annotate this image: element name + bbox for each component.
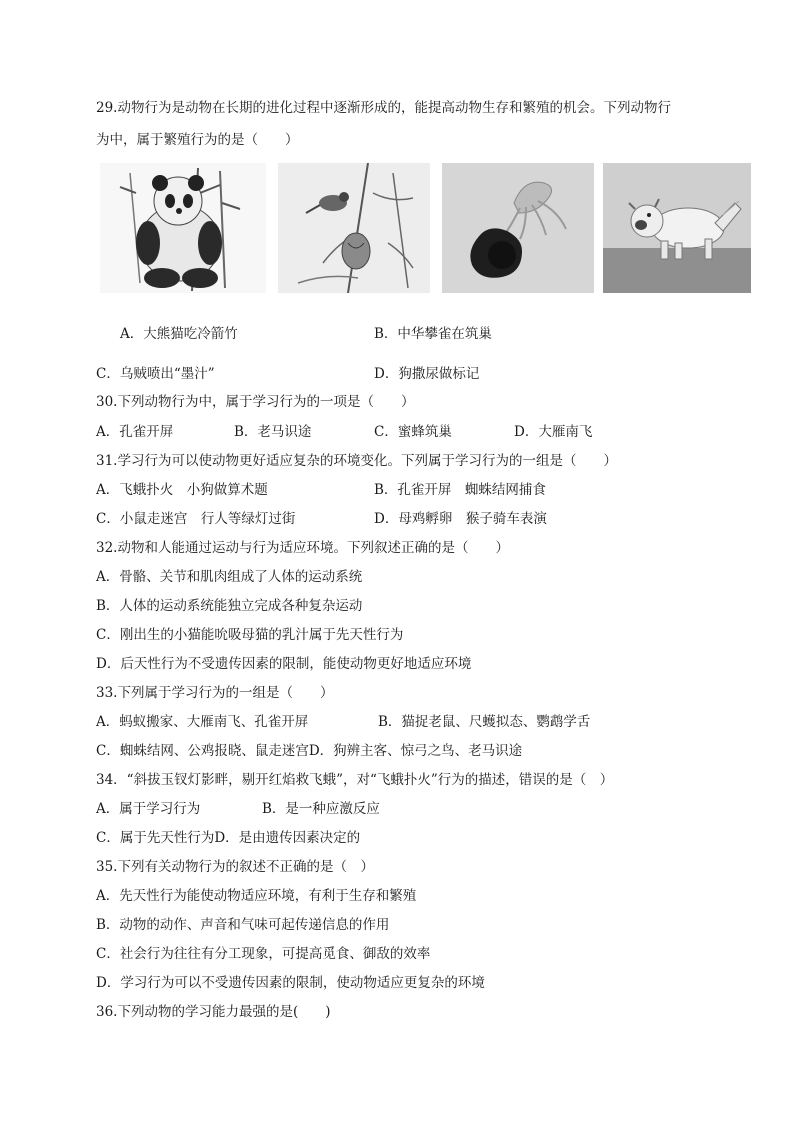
panda-eating-bamboo-photo [100,163,266,293]
q33-stem: 33.下列属于学习行为的一组是（ ） [96,685,334,701]
q31-option-b: B．孔雀开屏 蜘蛛结网捕食 [374,482,546,498]
q29-stem-line2: 为中，属于繁殖行为的是（ ） [96,132,299,148]
q29-option-c: C．乌贼喷出“墨汁” [96,366,215,382]
q34-option-cd: C．属于先天性行为D．是由遗传因素决定的 [96,830,361,846]
q35-option-a: A．先天性行为能使动物适应环境，有利于生存和繁殖 [96,888,417,904]
q34-option-a: A．属于学习行为 [96,801,201,817]
q30-option-a: A．孔雀开屏 [96,424,174,440]
q29-option-b: B．中华攀雀在筑巢 [374,326,492,342]
q32-option-c: C．刚出生的小猫能吮吸母猫的乳汁属于先天性行为 [96,627,404,643]
q31-option-c: C．小鼠走迷宫 行人等绿灯过街 [96,511,296,527]
squid-ink-photo [442,163,594,293]
q34-stem: 34．“斜拔玉钗灯影畔，剔开红焰救飞蛾”，对“飞蛾扑火”行为的描述，错误的是（ ） [96,772,614,788]
q31-option-a: A．飞蛾扑火 小狗做算术题 [96,482,268,498]
bird-building-nest-photo [278,163,430,293]
q31-stem: 31.学习行为可以使动物更好适应复杂的环境变化。下列属于学习行为的一组是（ ） [96,453,617,469]
q35-option-b: B．动物的动作、声音和气味可起传递信息的作用 [96,917,390,933]
q29-option-d: D．狗撒尿做标记 [374,366,480,382]
q36-stem: 36.下列动物的学习能力最强的是( ) [96,1004,331,1020]
q32-option-b: B．人体的运动系统能独立完成各种复杂运动 [96,598,363,614]
q30-option-d: D．大雁南飞 [514,424,593,440]
q35-stem: 35.下列有关动物行为的叙述不正确的是（ ） [96,859,374,875]
q32-option-a: A．骨骼、关节和肌肉组成了人体的运动系统 [96,569,363,585]
q32-option-d: D．后天性行为不受遗传因素的限制，能使动物更好地适应环境 [96,656,472,672]
q33-option-b: B．猫捉老鼠、尺蠖拟态、鹦鹉学舌 [378,714,591,730]
q32-stem: 32.动物和人能通过运动与行为适应环境。下列叙述正确的是（ ） [96,540,509,556]
q30-stem: 30.下列动物行为中，属于学习行为的一项是（ ） [96,394,415,410]
q29-stem-line1: 29.动物行为是动物在长期的进化过程中逐渐形成的，能提高动物生存和繁殖的机会。下列动物行 [96,100,671,116]
q31-option-d: D．母鸡孵卵 猴子骑车表演 [374,511,547,527]
q30-option-c: C．蜜蜂筑巢 [374,424,452,440]
q33-option-a: A．蚂蚁搬家、大雁南飞、孔雀开屏 [96,714,309,730]
q33-option-cd: C．蜘蛛结网、公鸡报晓、鼠走迷宫D．狗辨主客、惊弓之鸟、老马识途 [96,743,523,759]
q30-option-b: B．老马识途 [234,424,312,440]
q35-option-d: D．学习行为可以不受遗传因素的限制，使动物适应更复杂的环境 [96,975,485,991]
q35-option-c: C．社会行为往往有分工现象，可提高觅食、御敌的效率 [96,946,431,962]
q29-option-a: A．大熊猫吃冷箭竹 [120,326,238,342]
q34-option-b: B．是一种应激反应 [262,801,380,817]
dog-urinating-photo [603,163,751,293]
